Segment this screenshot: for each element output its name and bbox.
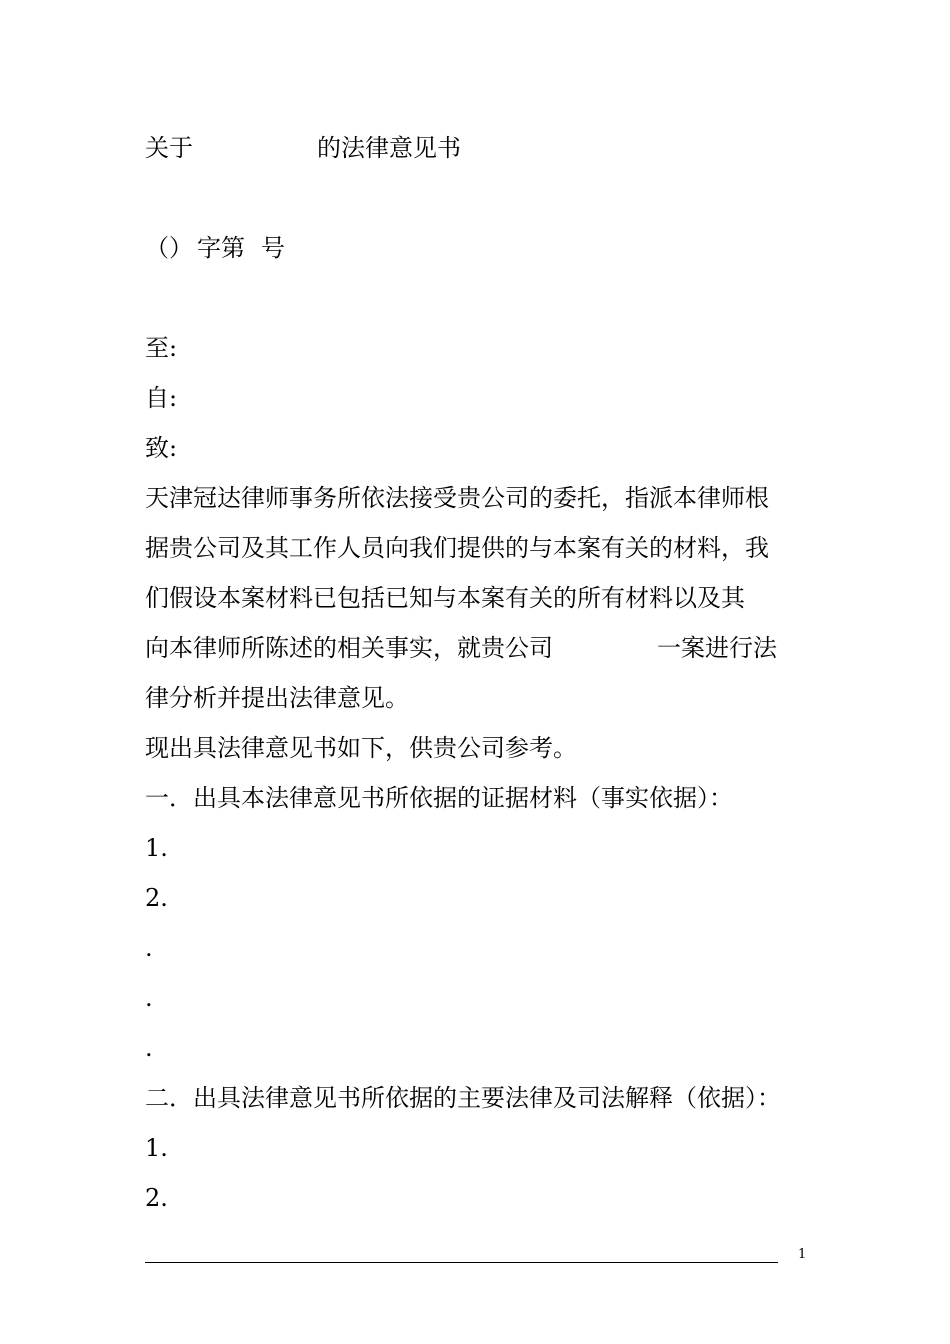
doc-number-num-label: 号	[261, 234, 285, 262]
body-line-1: 天津冠达律师事务所依法接受贵公司的委托，指派本律师根	[145, 484, 769, 512]
doc-number-open-paren: （	[145, 234, 169, 262]
to-field: 至:	[145, 334, 178, 362]
section-1-heading: 一．出具本法律意见书所依据的证据材料（事实依据）：	[145, 784, 733, 812]
page-number: 1	[798, 1247, 807, 1262]
section-1-item: .	[145, 984, 153, 1012]
regarding-field: 致:	[145, 434, 178, 462]
section-2-item: 1.	[145, 1134, 168, 1162]
from-field: 自:	[145, 384, 178, 412]
section-2-heading: 二．出具法律意见书所依据的主要法律及司法解释（依据）：	[145, 1084, 781, 1112]
title-prefix: 关于	[145, 134, 193, 162]
body-line-2: 据贵公司及其工作人员向我们提供的与本案有关的材料，我	[145, 534, 769, 562]
section-1-item: 1.	[145, 834, 168, 862]
section-1-item: .	[145, 934, 153, 962]
section-1-item: .	[145, 1034, 153, 1062]
section-1-item: 2.	[145, 884, 168, 912]
body-line-3: 们假设本案材料已包括已知与本案有关的所有材料以及其	[145, 584, 745, 612]
body-line-6: 现出具法律意见书如下，供贵公司参考。	[145, 734, 577, 762]
body-line-4-part-a: 向本律师所陈述的相关事实，就贵公司	[145, 634, 553, 662]
doc-number-close-paren: ）	[169, 234, 193, 262]
body-line-4-part-b: 一案进行法	[657, 634, 777, 662]
doc-number-char-label: 字第	[197, 234, 245, 262]
document-title	[145, 132, 461, 164]
body-line-5: 律分析并提出法律意见。	[145, 684, 409, 712]
body-line-4	[145, 632, 777, 664]
footer-rule	[145, 1262, 778, 1263]
title-suffix: 的法律意见书	[317, 134, 461, 162]
document-number	[145, 232, 285, 264]
section-2-item: 2.	[145, 1184, 168, 1212]
